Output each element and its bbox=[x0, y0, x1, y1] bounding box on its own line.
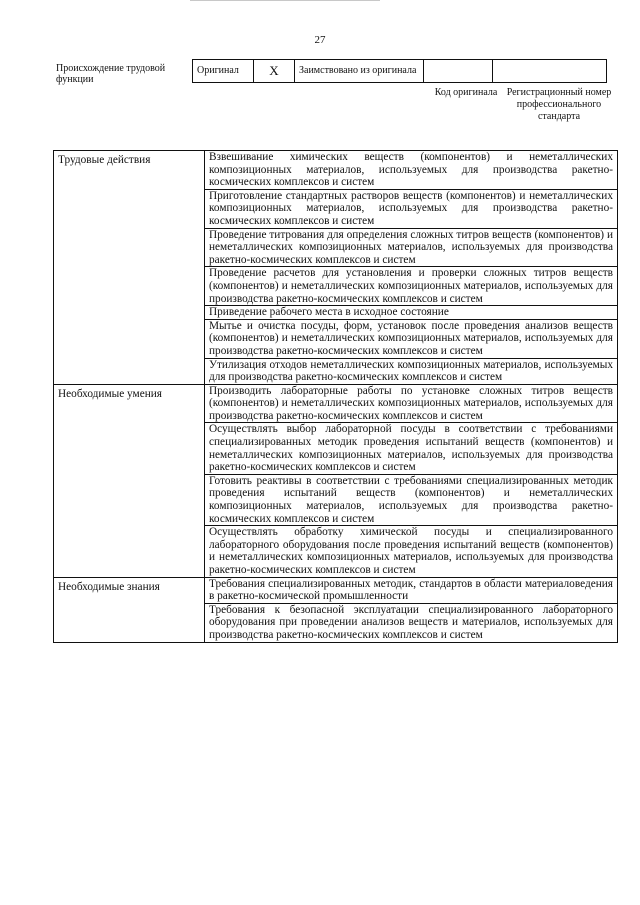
table-cell: Требования специализированных методик, стандартов в области материаловедения в ракетно-космической промышленности bbox=[205, 577, 618, 603]
table-cell: Приготовление стандартных растворов веществ (компонентов) и неметаллических композиционных материалов, используемых для производства ракетно-космических комплексов и систем bbox=[205, 189, 618, 228]
original-mark: X bbox=[254, 60, 295, 83]
origin-label: Происхождение трудовой функции bbox=[56, 63, 166, 85]
borrowed-cell: Заимствовано из оригинала bbox=[295, 60, 424, 83]
table-cell: Осуществлять выбор лабораторной посуды в соответствии с требованиями специализированных методик проведения испытаний веществ (компонентов) и неметаллических композиционных материалов, используемых для производства ракетно-космических комплексов и систем bbox=[205, 423, 618, 474]
table-row bbox=[54, 384, 618, 423]
scan-top-line bbox=[190, 0, 380, 1]
origin-table bbox=[192, 59, 607, 83]
table-row bbox=[54, 151, 618, 190]
table-cell: Утилизация отходов неметаллических композиционных материалов, используемых для производства ракетно-космических комплексов и систем bbox=[205, 358, 618, 384]
table-cell: Проведение расчетов для установления и проверки сложных титров веществ (компонентов) и неметаллических композиционных материалов, используемых для производства ракетно-космических комплексов и систем bbox=[205, 267, 618, 306]
page-number: 27 bbox=[314, 34, 326, 46]
original-cell: Оригинал bbox=[193, 60, 254, 83]
table-cell: Взвешивание химических веществ (компонентов) и неметаллических композиционных материалов, используемых для производства ракетно-космических комплексов и систем bbox=[205, 151, 618, 190]
section-label-skills: Необходимые умения bbox=[54, 384, 205, 577]
reg-caption: Регистрационный номер профессионального стандарта bbox=[506, 87, 612, 122]
section-label-knowledge: Необходимые знания bbox=[54, 577, 205, 642]
table-cell: Приведение рабочего места в исходное состояние bbox=[205, 306, 618, 320]
table-cell: Готовить реактивы в соответствии с требованиями специализированных методик проведения испытаний веществ (компонентов) и неметаллических композиционных материалов, используемых для производства ракетно-космических комплексов и систем bbox=[205, 474, 618, 525]
code-caption: Код оригинала bbox=[434, 87, 498, 98]
table-cell: Осуществлять обработку химической посуды и специализированного лабораторного оборудования после проведения испытаний веществ (компонентов) и неметаллических композиционных материалов, используемых для производства ракетно-космических комплексов и систем bbox=[205, 526, 618, 577]
section-label-actions: Трудовые действия bbox=[54, 151, 205, 385]
function-table bbox=[53, 150, 618, 643]
code-cell bbox=[424, 60, 493, 83]
table-cell: Проведение титрования для определения сложных титров веществ (компонентов) и неметаллических композиционных материалов, используемых для производства ракетно-космических комплексов и систем bbox=[205, 228, 618, 267]
table-cell: Мытье и очистка посуды, форм, установок после проведения анализов веществ (компонентов) и неметаллических композиционных материалов, используемых для производства ракетно-космических комплексов и систем bbox=[205, 319, 618, 358]
reg-number-cell bbox=[493, 60, 607, 83]
table-cell: Производить лабораторные работы по установке сложных титров веществ (компонентов) и неметаллических композиционных материалов, используемых для производства ракетно-космических комплексов и систем bbox=[205, 384, 618, 423]
table-cell: Требования к безопасной эксплуатации специализированного лабораторного оборудования при проведении анализов веществ и материалов, используемых для производства ракетно-космических комплексов и систем bbox=[205, 603, 618, 642]
table-row bbox=[54, 577, 618, 603]
